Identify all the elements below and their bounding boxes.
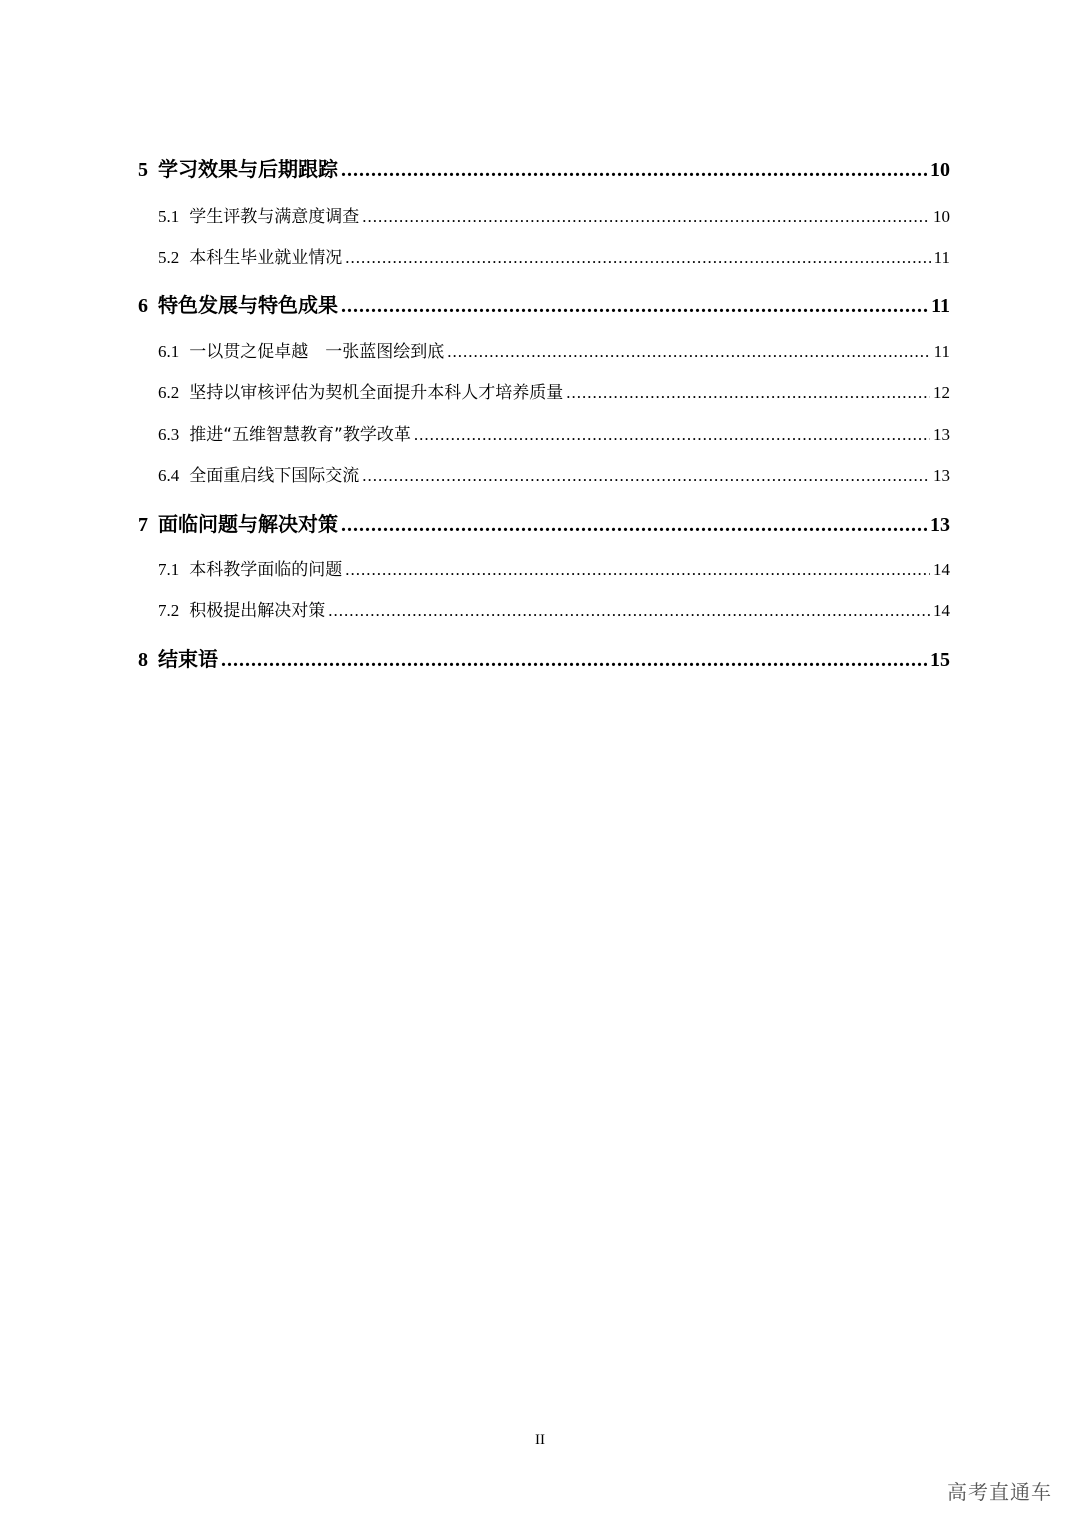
toc-entry-title: 推进“五维智慧教育”教学改革	[189, 425, 411, 445]
toc-entry-title: 结束语	[158, 647, 218, 671]
toc-entry-chapter-7[interactable]	[138, 508, 950, 537]
toc-entry-title: 本科生毕业就业情况	[189, 248, 343, 268]
toc-entry-number: 5.1	[158, 207, 180, 226]
toc-entry-number: 6.2	[158, 383, 180, 402]
toc-entry-number: 8	[138, 649, 148, 671]
toc-entry-number: 5	[138, 159, 148, 181]
dot-leader	[362, 207, 930, 227]
toc-entry-page: 11	[931, 295, 950, 317]
toc-entry-number: 7.2	[158, 601, 180, 620]
toc-entry-chapter-8[interactable]	[138, 643, 950, 672]
toc-entry-number: 6.1	[158, 342, 180, 361]
toc-entry-title: 一以贯之促卓越 一张蓝图绘到底	[189, 342, 445, 362]
toc-entry-number: 5.2	[158, 248, 180, 267]
toc-entry-page: 13	[933, 425, 950, 444]
toc-entry-title: 全面重启线下国际交流	[189, 466, 360, 486]
toc-entry-section-5-1[interactable]	[138, 202, 950, 227]
toc-entry-page: 11	[933, 248, 950, 267]
page-number: II	[535, 1432, 545, 1448]
toc-entry-number: 7.1	[158, 560, 180, 579]
toc-entry-section-6-4[interactable]	[138, 461, 950, 486]
toc-entry-page: 11	[933, 342, 950, 361]
dot-leader	[345, 560, 930, 580]
toc-entry-number: 6.3	[158, 425, 180, 444]
toc-entry-page: 10	[930, 159, 950, 181]
toc-entry-chapter-5[interactable]	[138, 153, 950, 182]
toc-entry-title: 面临问题与解决对策	[158, 512, 338, 536]
toc-entry-page: 14	[933, 601, 950, 620]
toc-entry-section-6-3[interactable]	[138, 420, 950, 445]
toc-entry-page: 10	[933, 207, 950, 226]
dot-leader	[341, 295, 928, 318]
watermark-text: 高考直通车	[947, 1480, 1052, 1504]
toc-entry-page: 15	[930, 649, 950, 671]
dot-leader	[566, 383, 930, 403]
dot-leader	[328, 601, 930, 621]
dot-leader	[221, 649, 927, 672]
dot-leader	[341, 159, 927, 182]
dot-leader	[341, 514, 927, 537]
toc-entry-page: 12	[933, 383, 950, 402]
dot-leader	[345, 248, 930, 268]
toc-entry-section-6-1[interactable]	[138, 337, 950, 362]
toc-entry-section-7-2[interactable]	[138, 596, 950, 621]
toc-entry-title: 学生评教与满意度调查	[189, 207, 360, 227]
dot-leader	[447, 342, 930, 362]
dot-leader	[362, 466, 930, 486]
toc-entry-title: 学习效果与后期跟踪	[158, 157, 338, 181]
toc-entry-section-7-1[interactable]	[138, 555, 950, 580]
toc-entry-title: 积极提出解决对策	[189, 601, 326, 621]
toc-entry-number: 6.4	[158, 466, 180, 485]
toc-entry-section-6-2[interactable]	[138, 378, 950, 403]
toc-entry-number: 7	[138, 514, 148, 536]
toc-entry-title: 坚持以审核评估为契机全面提升本科人才培养质量	[189, 383, 564, 403]
toc-entry-page: 14	[933, 560, 950, 579]
toc-entry-chapter-6[interactable]	[138, 289, 950, 318]
toc-entry-page: 13	[930, 514, 950, 536]
toc-entry-section-5-2[interactable]	[138, 243, 950, 268]
toc-entry-page: 13	[933, 466, 950, 485]
toc-entry-title: 本科教学面临的问题	[189, 560, 343, 580]
toc-entry-number: 6	[138, 295, 148, 317]
toc-entry-title: 特色发展与特色成果	[158, 293, 338, 317]
dot-leader	[414, 425, 930, 445]
